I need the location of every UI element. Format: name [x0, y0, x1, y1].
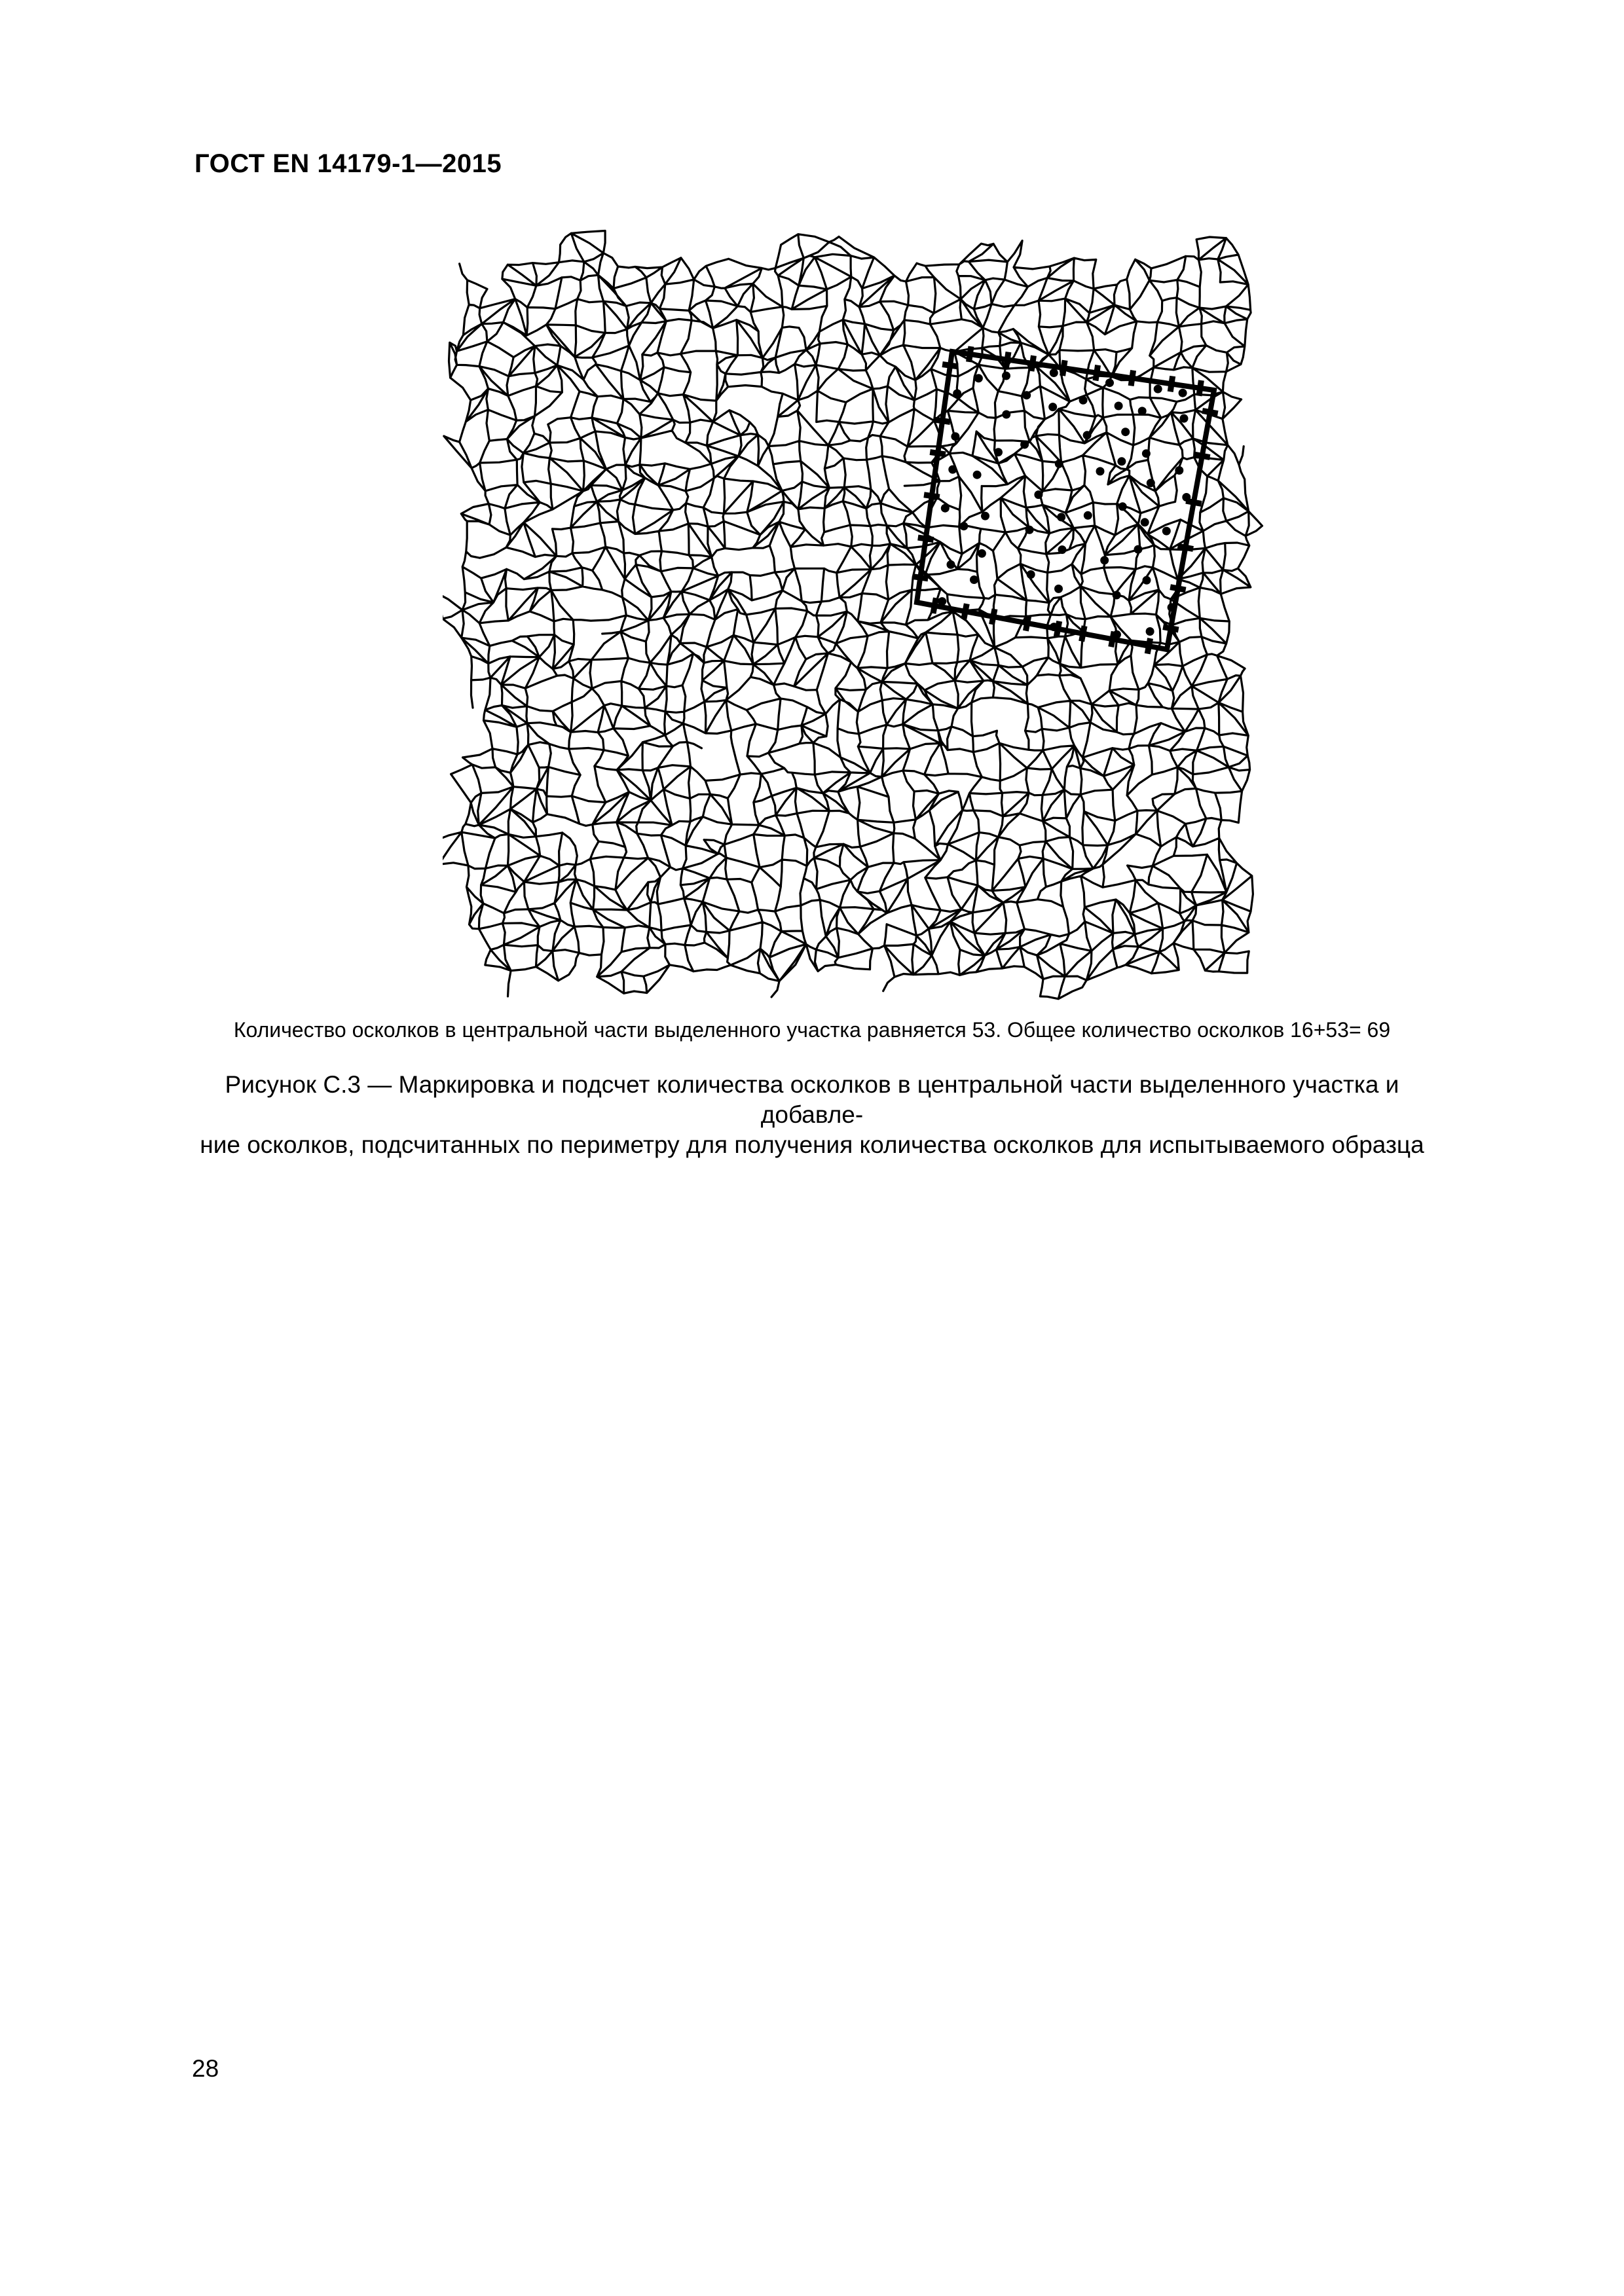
perimeter-tick	[1163, 627, 1179, 630]
perimeter-tick	[969, 346, 972, 362]
perimeter-tick	[1096, 365, 1098, 381]
perimeter-tick	[1170, 587, 1186, 590]
crack-lines	[443, 231, 1263, 999]
counted-fragment-dot	[1113, 630, 1121, 639]
counted-fragment-dot	[1034, 490, 1043, 499]
figure-caption-line-1: Рисунок С.3 — Маркировка и подсчет количества осколков в центральной части выделенного участка и добавле-	[225, 1071, 1399, 1128]
perimeter-tick	[930, 452, 946, 454]
perimeter-tick	[924, 495, 940, 497]
counted-fragment-dot	[1118, 502, 1127, 511]
perimeter-tick	[1199, 380, 1202, 396]
perimeter-tick	[1194, 454, 1210, 457]
counted-fragment-dot	[1002, 372, 1010, 380]
counted-fragment-dot	[1146, 627, 1154, 636]
fragment-count-note: Количество осколков в центральной части выделенного участка равняется 53. Общее количество осколков 16+53= 69	[233, 1018, 1391, 1042]
counted-fragment-dot	[1048, 403, 1057, 411]
counted-fragment-dot	[1141, 518, 1149, 526]
counted-fragment-dot	[994, 448, 1003, 456]
counted-fragment-dot	[1022, 391, 1031, 399]
fragment-pattern-figure	[443, 216, 1264, 1002]
counted-fragment-dot	[981, 512, 989, 520]
counted-fragment-dot	[1002, 410, 1010, 419]
perimeter-tick	[1082, 626, 1085, 642]
perimeter-tick	[1131, 371, 1134, 386]
figure-caption	[183, 1070, 1441, 1160]
perimeter-tick	[964, 604, 967, 619]
perimeter-tick	[1063, 360, 1065, 376]
counted-fragment-dot	[1079, 396, 1088, 405]
marked-counting-area	[913, 346, 1218, 654]
perimeter-tick	[992, 609, 995, 625]
counted-fragment-dot	[1115, 402, 1123, 410]
counted-fragment-dot	[1117, 457, 1126, 465]
counted-fragment-dot	[1113, 591, 1121, 600]
perimeter-tick	[913, 577, 929, 579]
counted-fragment-dot	[1084, 511, 1092, 520]
counted-fragment-dot	[1134, 545, 1143, 554]
counted-fragment-dot	[1162, 527, 1171, 536]
perimeter-tick	[934, 420, 950, 422]
counted-fragment-dot	[953, 390, 961, 398]
counted-fragment-dot	[1105, 378, 1114, 387]
counted-fragment-dot	[948, 465, 957, 474]
counted-fragment-dot	[1027, 570, 1035, 579]
perimeter-tick	[1186, 501, 1202, 503]
figure-caption-line-2: ние осколков, подсчитанных по периметру для получения количества осколков для испытываемого образца	[200, 1131, 1424, 1158]
crack-network	[443, 231, 1263, 999]
counted-fragment-dot	[1168, 603, 1176, 611]
counted-fragment-dot	[1179, 389, 1187, 397]
counted-fragment-dot	[959, 522, 968, 530]
counted-fragment-dot	[1083, 431, 1092, 439]
perimeter-tick	[1025, 615, 1029, 631]
counted-fragment-dot	[1057, 513, 1065, 521]
counted-fragment-dot	[970, 575, 978, 584]
counted-fragment-dot	[1121, 428, 1130, 436]
counted-fragment-dot	[1055, 460, 1063, 468]
counted-fragment-dot	[1025, 526, 1034, 534]
counted-fragment-dot	[1142, 449, 1151, 458]
counted-fragment-dot	[1058, 545, 1067, 554]
counted-fragment-dot	[1096, 467, 1105, 475]
counted-fragment-dot	[941, 504, 950, 513]
perimeter-tick	[1006, 352, 1009, 368]
counted-fragment-dot	[1143, 576, 1151, 585]
perimeter-tick	[933, 598, 936, 613]
counted-fragment-dot	[951, 432, 959, 441]
counted-fragment-dot	[1154, 385, 1162, 393]
perimeter-tick	[1202, 410, 1218, 413]
counted-fragment-dot	[978, 549, 986, 558]
counted-fragment-dot	[1138, 407, 1147, 415]
document-header: ГОСТ EN 14179-1—2015	[194, 149, 502, 178]
counted-fragment-dot	[1050, 369, 1058, 377]
counted-fragment-dot	[938, 597, 946, 606]
perimeter-tick	[918, 538, 934, 539]
counted-fragment-dot	[947, 560, 955, 569]
perimeter-tick	[942, 365, 958, 367]
perimeter-tick	[1178, 546, 1194, 549]
counted-fragment-dot	[1175, 466, 1183, 475]
perimeter-tick	[1031, 355, 1034, 371]
page-number: 28	[192, 2055, 219, 2082]
counted-fragment-dot	[1147, 479, 1155, 487]
counted-fragment-dot	[1020, 441, 1029, 449]
counted-fragment-dot	[973, 471, 982, 479]
fragment-drawing	[443, 216, 1264, 1002]
perimeter-tick	[1147, 638, 1150, 654]
counted-fragment-dot	[974, 374, 983, 382]
perimeter-tick	[1170, 376, 1173, 392]
counted-fragment-dot	[1054, 585, 1063, 593]
counted-fragment-dot	[1050, 623, 1058, 631]
counted-fragment-dot	[1182, 493, 1190, 501]
counted-fragment-dot	[1180, 414, 1189, 423]
counted-fragment-dot	[1100, 556, 1109, 564]
